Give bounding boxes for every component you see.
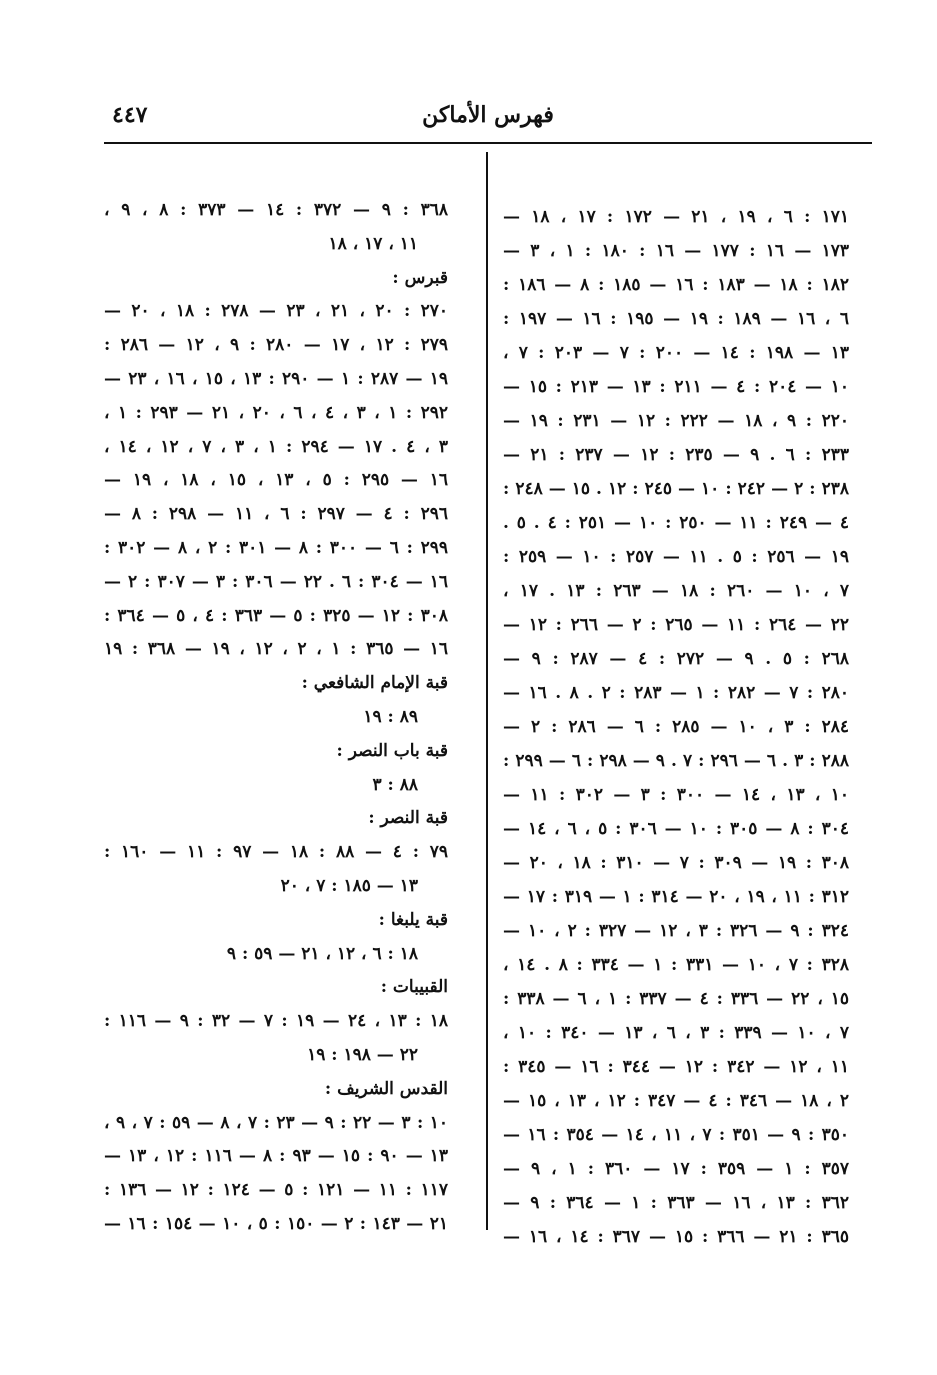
place-heading: قبة باب النصر : [336, 740, 448, 761]
index-line: ١٩ — ٢٨٧ : ١ — ٢٩٠ : ١٣ ، ١٥ ، ١٦ ، ٢٣ — [104, 368, 448, 389]
index-line: ١٠ ، ١٣ ، ١٤ — ٣٠٠ : ٣ — ٣٠٢ : ١١ — [503, 785, 849, 805]
index-line: ٣ ، ٤ . ١٧ — ٢٩٤ : ١ ، ٣ ، ٧ ، ١٢ ، ١٤ ، [104, 436, 448, 457]
index-line: ٤ — ٢٤٩ : ١١ — ٢٥٠ : ١٠ — ٢٥١ : ٤ . ٥ . [503, 513, 849, 533]
index-line: ٣٠٨ : ١٩ — ٣٠٩ : ٧ — ٣١٠ : ١٨ ، ٢٠ — [503, 853, 849, 873]
index-line: ٦ ، ١٦ — ١٨٩ : ١٩ — ١٩٥ : ١٦ — ١٩٧ : [503, 309, 849, 329]
index-line: ٣٢٤ : ٩ — ٣٢٦ : ٣ ، ١٢ — ٣٢٧ : ٢ ، ١٠ — [503, 921, 849, 941]
index-line: ١٣ — ٩٠ : ١٥ — ٩٣ : ٨ — ١١٦ : ١٢ ، ١٣ — [104, 1146, 448, 1167]
index-line: ١١ ، ١٢ — ٣٤٢ : ١٢ — ٣٤٤ : ١٦ — ٣٤٥ : [503, 1057, 849, 1077]
place-heading: قبة الإمام الشافعي : [301, 673, 448, 694]
page-title: فهرس الأماكن [422, 102, 554, 128]
header-rule [104, 142, 872, 144]
index-line: ٨٩ : ١٩ [363, 706, 418, 727]
index-line: ٧ ، ١٠ — ٣٣٩ : ٣ ، ٦ ، ١٣ — ٣٤٠ : ١٠ ، [503, 1023, 849, 1043]
index-line: ١١ ، ١٧ ، ١٨ [328, 233, 418, 254]
index-line: ١٠ : ٣ — ٢٢ : ٩ — ٢٣ : ٧ ، ٨ — ٥٩ : ٧ ، ٩ ، [104, 1112, 448, 1133]
index-line: ٢٧٩ : ١٢ ، ١٧ — ٢٨٠ : ٩ ، ١٢ — ٢٨٦ : [104, 335, 448, 356]
index-line: ١٦ — ٢٩٥ : ٥ ، ١٣ ، ١٥ ، ١٨ ، ١٩ — [104, 470, 448, 491]
place-heading: القبيبات : [380, 977, 448, 998]
index-line: ٨٨ : ٣ [372, 774, 418, 795]
index-line: ٢١ — ١٤٣ : ٢ — ١٥٠ : ٥ ، ١٠ — ١٥٤ : ١٦ — [104, 1213, 448, 1234]
index-line: ٢٩٦ : ٤ — ٢٩٧ : ٦ ، ١١ — ٢٩٨ : ٨ — [104, 504, 448, 525]
left-column [104, 194, 448, 1242]
index-line: ٢٣٣ : ٦ . ٩ — ٢٣٥ : ١٢ — ٢٣٧ : ٢١ — [503, 445, 849, 465]
index-line: ١٧١ : ٦ ، ١٩ ، ٢١ — ١٧٢ : ١٧ ، ١٨ — [503, 207, 849, 227]
index-line: ١٨ : ٦ ، ١٢ ، ٢١ — ٥٩ : ٩ [226, 943, 418, 964]
index-line: ٢٩٢ : ١ ، ٣ ، ٤ ، ٦ ، ٢٠ ، ٢١ — ٢٩٣ : ١ ، [104, 402, 448, 423]
index-line: ١٧٣ — ١٦ : ١٧٧ — ١٦ : ١٨٠ : ١ ، ٣ — [503, 241, 849, 261]
index-line: ٣٢٨ : ٧ ، ١٠ — ٣٣١ : ١ — ٣٣٤ : ٨ . ١٤ ، [503, 955, 849, 975]
index-line: ٣٦٢ : ١٣ ، ١٦ — ٣٦٣ : ١ — ٣٦٤ : ٩ — [503, 1193, 849, 1213]
page-number: ٤٤٧ [112, 102, 148, 128]
index-line: ٢٩٩ : ٦ — ٣٠٠ : ٨ — ٣٠١ : ٢ ، ٨ — ٣٠٢ : [104, 537, 448, 558]
index-line: ١٠ — ٢٠٤ : ٤ — ٢١١ : ١٣ — ٢١٣ : ١٥ — [503, 377, 849, 397]
place-heading: قبرس : [392, 267, 448, 288]
index-line: ٢٢ — ١٩٨ : ١٩ [307, 1044, 418, 1065]
index-line: ١٩ — ٢٥٦ : ٥ . ١١ — ٢٥٧ : ١٠ — ٢٥٩ : [503, 547, 849, 567]
page-header [104, 96, 872, 140]
index-line: ٧٩ : ٤ — ٨٨ : ١٨ — ٩٧ : ١١ — ١٦٠ : [104, 842, 448, 863]
index-line: ١١٧ : ١١ — ١٢١ : ٥ — ١٢٤ : ١٢ — ١٣٦ : [104, 1180, 448, 1201]
index-line: ٧ ، ١٠ — ٢٦٠ : ١٨ — ٢٦٣ : ١٣ . ١٧ ، [503, 581, 849, 601]
index-line: ١٦ — ٣٠٤ : ٦ . ٢٢ — ٣٠٦ : ٣ — ٣٠٧ : ٢ — [104, 571, 448, 592]
index-line: ٢٢٠ : ٩ ، ١٨ — ٢٢٢ : ١٢ — ٢٣١ : ١٩ — [503, 411, 849, 431]
index-line: ٣٥٠ : ٩ — ٣٥١ : ٧ ، ١١ ، ١٤ — ٣٥٤ : ١٦ — [503, 1125, 849, 1145]
index-line: ١٨ : ١٣ ، ٢٤ — ١٩ : ٧ — ٣٢ : ٩ — ١١٦ : [104, 1011, 448, 1032]
index-line: ٣٠٤ : ٨ — ٣٠٥ : ١٠ — ٣٠٦ : ٥ ، ٦ ، ١٤ — [503, 819, 849, 839]
index-line: ١٣ — ١٨٥ : ٧ ، ٢٠ [280, 875, 418, 896]
index-line: ٢٨٤ : ٣ ، ١٠ — ٢٨٥ : ٦ — ٢٨٦ : ٢ — [503, 717, 849, 737]
index-line: ٣١٢ : ١١ ، ١٩ ، ٢٠ — ٣١٤ : ١ — ٣١٩ : ١٧ — [503, 887, 849, 907]
index-line: ١٨٢ : ١٨ — ١٨٣ : ١٦ — ١٨٥ : ٨ — ١٨٦ : [503, 275, 849, 295]
index-line: ٣٠٨ : ١٢ — ٣٢٥ : ٥ — ٣٦٣ : ٤ ، ٥ — ٣٦٤ : [104, 605, 448, 626]
index-line: ٢٣٨ : ٢ — ٢٤٢ : ١٠ — ٢٤٥ : ١٢ . ١٥ — ٢٤٨ : [503, 479, 849, 499]
index-line: ٢٨٨ : ٣ . ٦ — ٢٩٦ : ٧ . ٩ — ٢٩٨ : ٦ — ٢٩٩ : [503, 751, 849, 771]
index-line: ٢٦٨ : ٥ . ٩ — ٢٧٢ : ٤ — ٢٨٧ : ٩ — [503, 649, 849, 669]
index-line: ٢ ، ١٨ — ٣٤٦ : ٤ — ٣٤٧ : ١٢ ، ١٣ ، ١٥ — [503, 1091, 849, 1111]
place-heading: قبة يلبغا : [378, 909, 448, 930]
index-line: ٣٦٨ : ٩ — ٣٧٢ : ١٤ — ٣٧٣ : ٨ ، ٩ ، [104, 200, 448, 220]
index-line: ٣٥٧ : ١ — ٣٥٩ : ١٧ — ٣٦٠ : ١ ، ٩ — [503, 1159, 849, 1179]
right-column [503, 200, 849, 1254]
index-line: ٢٢ — ٢٦٤ : ١١ — ٢٦٥ : ٢ — ٢٦٦ : ١٢ — [503, 615, 849, 635]
index-line: ٣٦٥ : ٢١ — ٣٦٦ : ١٥ — ٣٦٧ : ١٤ ، ١٦ — [503, 1227, 849, 1247]
index-line: ٢٧٠ : ٢٠ ، ٢١ ، ٢٣ — ٢٧٨ : ١٨ ، ٢٠ — [104, 301, 448, 322]
index-line: ١٣ — ١٩٨ : ١٤ — ٢٠٠ : ٧ — ٢٠٣ : ٧ ، [503, 343, 849, 363]
place-heading: القدس الشريف : [324, 1078, 448, 1099]
place-heading: قبة النصر : [368, 808, 448, 829]
index-line: ٢٨٠ : ٧ — ٢٨٢ : ١ — ٢٨٣ : ٢ . ٨ . ١٦ — [503, 683, 849, 703]
column-divider [486, 152, 488, 1230]
index-line: ١٦ — ٣٦٥ : ١ ، ٢ ، ١٢ ، ١٩ — ٣٦٨ : ١٩ [104, 639, 448, 660]
index-line: ١٥ ، ٢٢ — ٣٣٦ : ٤ — ٣٣٧ : ١ ، ٦ — ٣٣٨ : [503, 989, 849, 1009]
